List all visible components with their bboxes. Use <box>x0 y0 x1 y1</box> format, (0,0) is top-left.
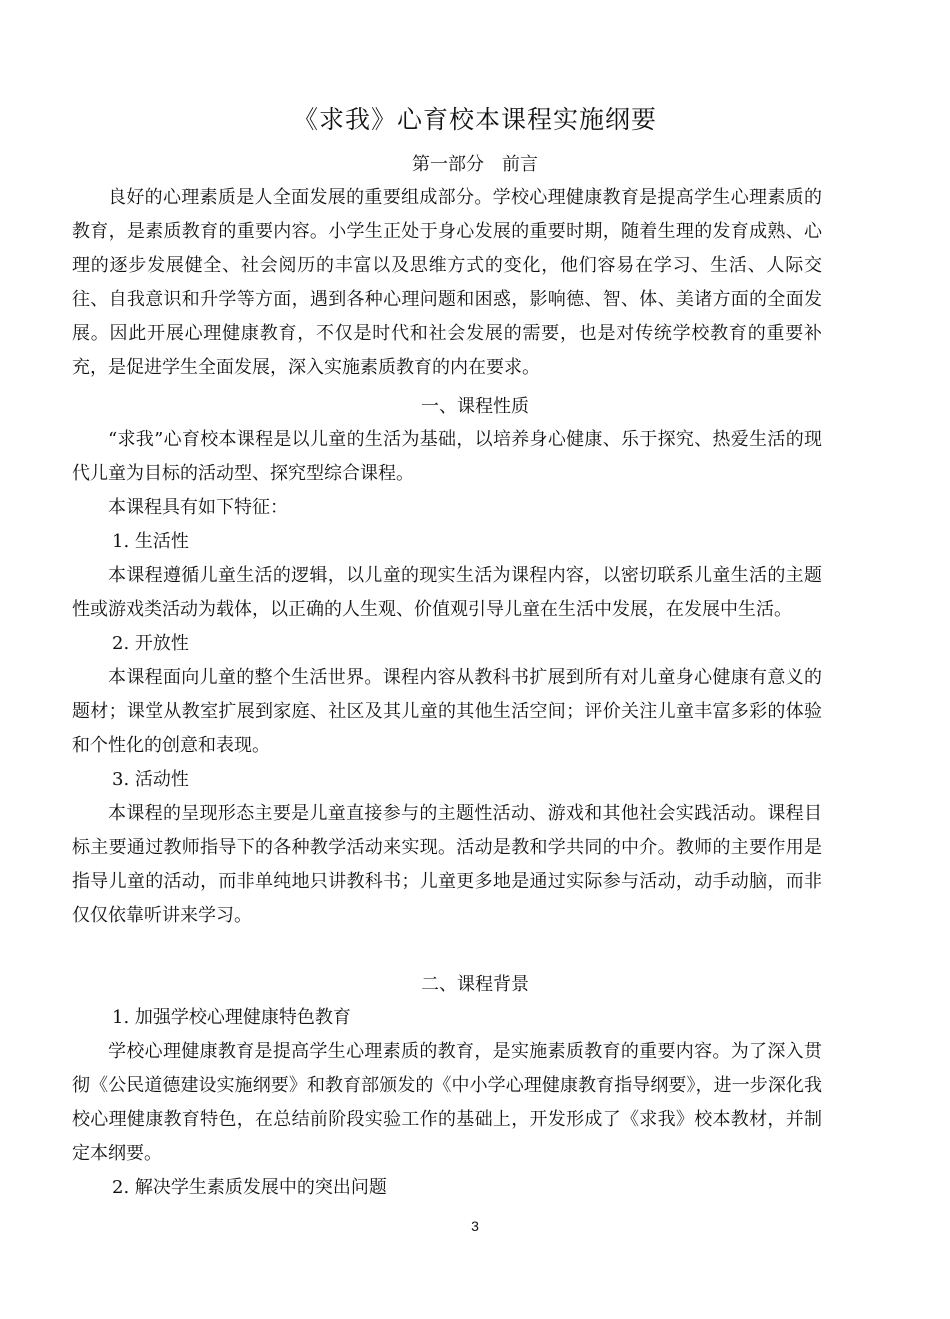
feature-text-openness: 本课程面向儿童的整个生活世界。课程内容从教科书扩展到所有对儿童身心健康有意义的题材；课堂从教室扩展到家庭、社区及其儿童的其他生活空间；评价关注儿童丰富多彩的体验和个性化的创意和表现。 <box>72 667 822 756</box>
intro-paragraph: 良好的心理素质是人全面发展的重要组成部分。学校心理健康教育是提高学生心理素质的教育，是素质教育的重要内容。小学生正处于身心发展的重要时期，随着生理的发育成熟、心理的逐步发展健全、社会阅历的丰富以及思维方式的变化，他们容易在学习、生活、人际交往、自我意识和升学等方面，遇到各种心理问题和困惑，影响德、智、体、美诸方面的全面发展。因此开展心理健康教育，不仅是时代和社会发展的需要，也是对传统学校教育的重要补充，是促进学生全面发展，深入实施素质教育的内在要求。 <box>72 187 822 378</box>
feature-title-life: 1. 生活性 <box>112 531 189 552</box>
section-nature-paragraph: “求我”心育校本课程是以儿童的生活为基础，以培养身心健康、乐于探究、热爱生活的现代儿童为目标的活动型、探究型综合课程。 <box>72 429 822 484</box>
background-item-title-1: 1. 加强学校心理健康特色教育 <box>112 1007 351 1028</box>
feature-text-life: 本课程遵循儿童生活的逻辑，以儿童的现实生活为课程内容，以密切联系儿童生活的主题性或游戏类活动为载体，以正确的人生观、价值观引导儿童在生活中发展，在发展中生活。 <box>72 565 822 620</box>
document-title: 《求我》心育校本课程实施纲要 <box>292 105 657 134</box>
background-item-title-2: 2. 解决学生素质发展中的突出问题 <box>112 1177 387 1198</box>
features-intro: 本课程具有如下特征： <box>108 497 288 518</box>
section-heading-background: 二、课程背景 <box>421 974 529 995</box>
feature-title-openness: 2. 开放性 <box>112 633 189 654</box>
section-background-body <box>72 1001 822 1205</box>
intro-block <box>72 181 822 385</box>
feature-title-activity: 3. 活动性 <box>112 769 189 790</box>
section-heading-nature: 一、课程性质 <box>421 396 529 417</box>
part-heading: 第一部分 前言 <box>412 154 538 175</box>
feature-text-activity: 本课程的呈现形态主要是儿童直接参与的主题性活动、游戏和其他社会实践活动。课程目标主要通过教师指导下的各种教学活动来实现。活动是教和学共同的中介。教师的主要作用是指导儿童的活动，而非单纯地只讲教科书；儿童更多地是通过实际参与活动，动手动脑，而非仅仅依靠听讲来学习。 <box>72 803 822 926</box>
page-number: 3 <box>471 1218 479 1234</box>
section-nature-body <box>72 423 822 933</box>
background-item-text-1: 学校心理健康教育是提高学生心理素质的教育，是实施素质教育的重要内容。为了深入贯彻《公民道德建设实施纲要》和教育部颁发的《中小学心理健康教育指导纲要》，进一步深化我校心理健康教育特色，在总结前阶段实验工作的基础上，开发形成了《求我》校本教材，并制定本纲要。 <box>72 1041 822 1164</box>
